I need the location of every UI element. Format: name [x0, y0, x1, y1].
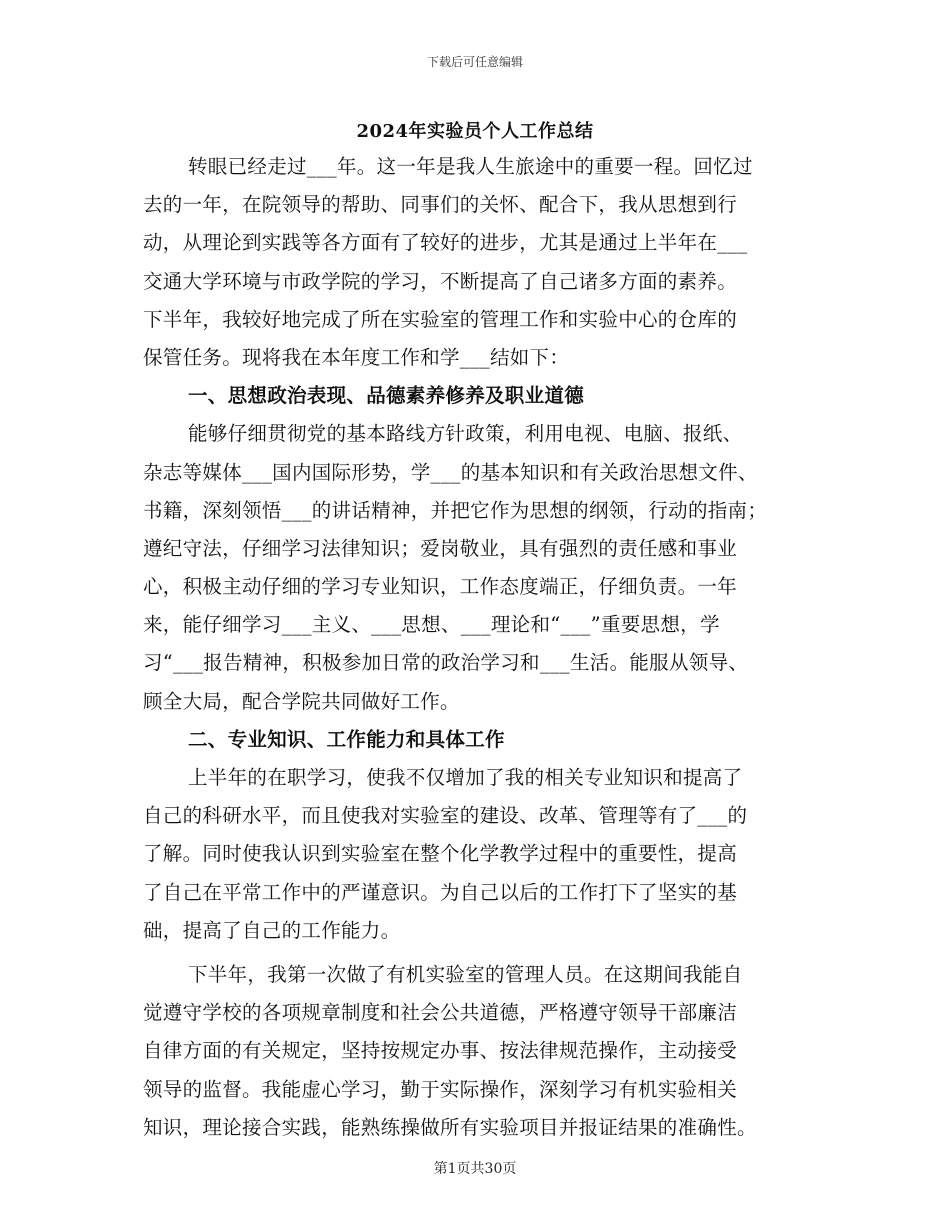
- page-footer: 第1页共30页: [433, 1161, 517, 1177]
- body-line: 了解。同时使我认识到实验室在整个化学教学过程中的重要性，提高: [143, 842, 738, 866]
- body-line: 领导的监督。我能虚心学习，勤于实际操作，深刻学习有机实验相关: [143, 1077, 738, 1101]
- body-line: 下半年，我较好地完成了所在实验室的管理工作和实验中心的仓库的: [143, 307, 738, 331]
- body-line: 上半年的在职学习，使我不仅增加了我的相关专业知识和提高了: [188, 766, 743, 789]
- section-heading: 二、专业知识、工作能力和具体工作: [188, 727, 505, 751]
- body-line: 自己的科研水平，而且使我对实验室的建设、改革、管理等有了___的: [143, 804, 748, 828]
- document-title: 2024年实验员个人工作总结: [356, 121, 594, 142]
- section-heading: 一、思想政治表现、品德素养修养及职业道德: [188, 384, 585, 408]
- body-line: 保管任务。现将我在本年度工作和学___结如下：: [143, 345, 570, 369]
- body-line: 来，能仔细学习___主义、___思想、___理论和“___”重要思想，学: [143, 613, 720, 637]
- body-line: 觉遵守学校的各项规章制度和社会公共道德，严格遵守领导干部廉洁: [143, 1001, 738, 1025]
- page-header: 下载后可任意编辑: [426, 55, 523, 69]
- document-body: [143, 148, 813, 1147]
- body-line: 转眼已经走过___年。这一年是我人生旅途中的重要一程。回忆过: [188, 155, 753, 178]
- body-line: 动，从理论到实践等各方面有了较好的进步，尤其是通过上半年在___: [143, 231, 748, 255]
- body-line: 习“___报告精神，积极参加日常的政治学习和___生活。能服从领导、: [143, 651, 749, 675]
- body-line: 去的一年，在院领导的帮助、同事们的关怀、配合下，我从思想到行: [143, 193, 738, 217]
- body-line: 交通大学环境与市政学院的学习，不断提高了自己诸多方面的素养。: [143, 269, 738, 293]
- body-line: 础，提高了自己的工作能力。: [143, 918, 401, 942]
- body-line: 自律方面的有关规定，坚持按规定办事、按法律规范操作，主动接受: [143, 1039, 738, 1063]
- body-line: 能够仔细贯彻党的基本路线方针政策，利用电视、电脑、报纸、: [188, 422, 743, 446]
- body-line: 杂志等媒体___国内国际形势，学___的基本知识和有关政治思想文件、: [143, 460, 758, 484]
- body-line: 下半年，我第一次做了有机实验室的管理人员。在这期间我能自: [188, 962, 743, 986]
- body-line: 知识，理论接合实践，能熟练操做所有实验项目并报证结果的准确性。: [143, 1115, 757, 1139]
- body-line: 书籍，深刻领悟___的讲话精神，并把它作为思想的纲领，行动的指南；: [143, 498, 768, 522]
- body-line: 遵纪守法，仔细学习法律知识；爱岗敬业，具有强烈的责任感和事业: [143, 536, 738, 560]
- body-line: 心，积极主动仔细的学习专业知识，工作态度端正，仔细负责。一年: [143, 575, 738, 599]
- body-line: 了自己在平常工作中的严谨意识。为自己以后的工作打下了坚实的基: [143, 880, 738, 904]
- body-line: 顾全大局，配合学院共同做好工作。: [143, 689, 460, 713]
